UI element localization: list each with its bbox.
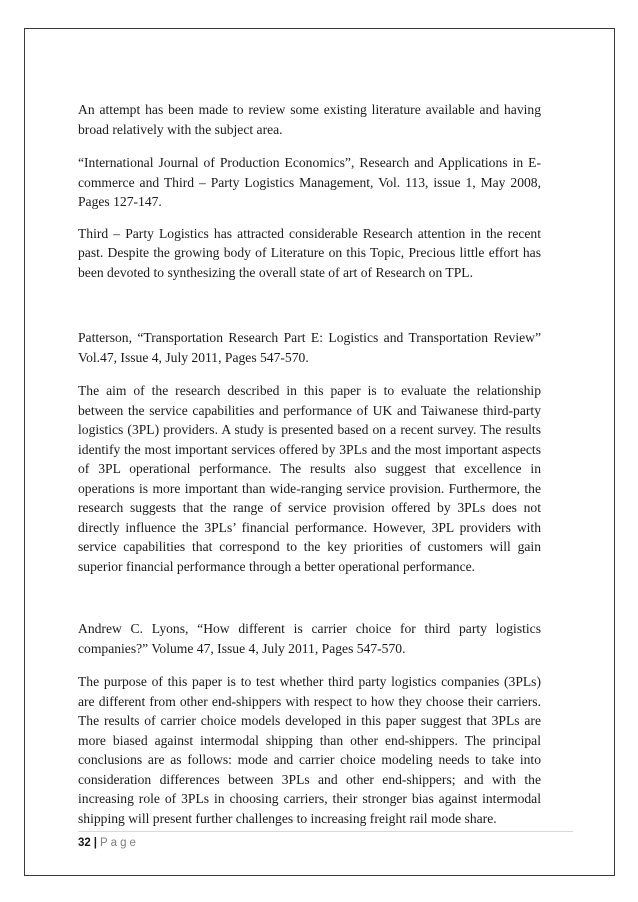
citation-lyons: Andrew C. Lyons, “How different is carrier choice for third party logistics companies?” Volume 47, Issue 4, July 2011, Pages 547-570. — [78, 621, 541, 656]
page-footer — [78, 836, 139, 850]
summary-patterson: The aim of the research described in this paper is to evaluate the relationship between the service capabilities and performance of UK and Taiwanese third-party logistics (3PL) providers. A study is presented based on a recent survey. The results identify the most important services offered by 3PLs and the most important aspects of 3PL operational performance. The results also suggest that excellence in operations is more important than wide-ranging service provision. Furthermore, the research suggests that the range of service provision offered by 3PLs does not directly influence the 3PLs’ financial performance. However, 3PL providers with service capabilities that correspond to the key priorities of customers will gain superior financial performance through a better operational performance. — [78, 383, 541, 574]
summary-lyons: The purpose of this paper is to test whether third party logistics companies (3PLs) are different from other end-shippers with respect to how they choose their carriers. The results of carrier choice models developed in this paper suggest that 3PLs are more biased against intermodal shipping than other end-shippers. The principal conclusions are as follows: mode and carrier choice modeling needs to take into consideration differences between 3PLs and other end-shippers; and with the increasing role of 3PLs in choosing carriers, their stronger bias against intermodal shipping will present further challenges to increasing freight rail mode share. — [78, 674, 541, 826]
page-label: Page — [100, 837, 139, 849]
intro-paragraph: An attempt has been made to review some existing literature available and having broad relatively with the subject area. — [78, 102, 541, 137]
citation-patterson: Patterson, “Transportation Research Part E: Logistics and Transportation Review” Vol.47, Issue 4, July 2011, Pages 547-570. — [78, 330, 541, 365]
footer-divider — [78, 831, 573, 832]
page-number: 32 — [78, 837, 91, 849]
summary-tpl-research: Third – Party Logistics has attracted considerable Research attention in the recent past. Despite the growing body of Literature on this Topic, Precious little effort has been devoted to synthesizing the overall state of art of Research on TPL. — [78, 225, 541, 280]
document-body — [78, 100, 541, 828]
footer-separator: | — [93, 837, 98, 849]
citation-production-economics: “International Journal of Production Economics”, Research and Applications in E-commerce and Third – Party Logistics Management, Vol. 113, issue 1, May 2008, Pages 127-147. — [78, 155, 541, 209]
